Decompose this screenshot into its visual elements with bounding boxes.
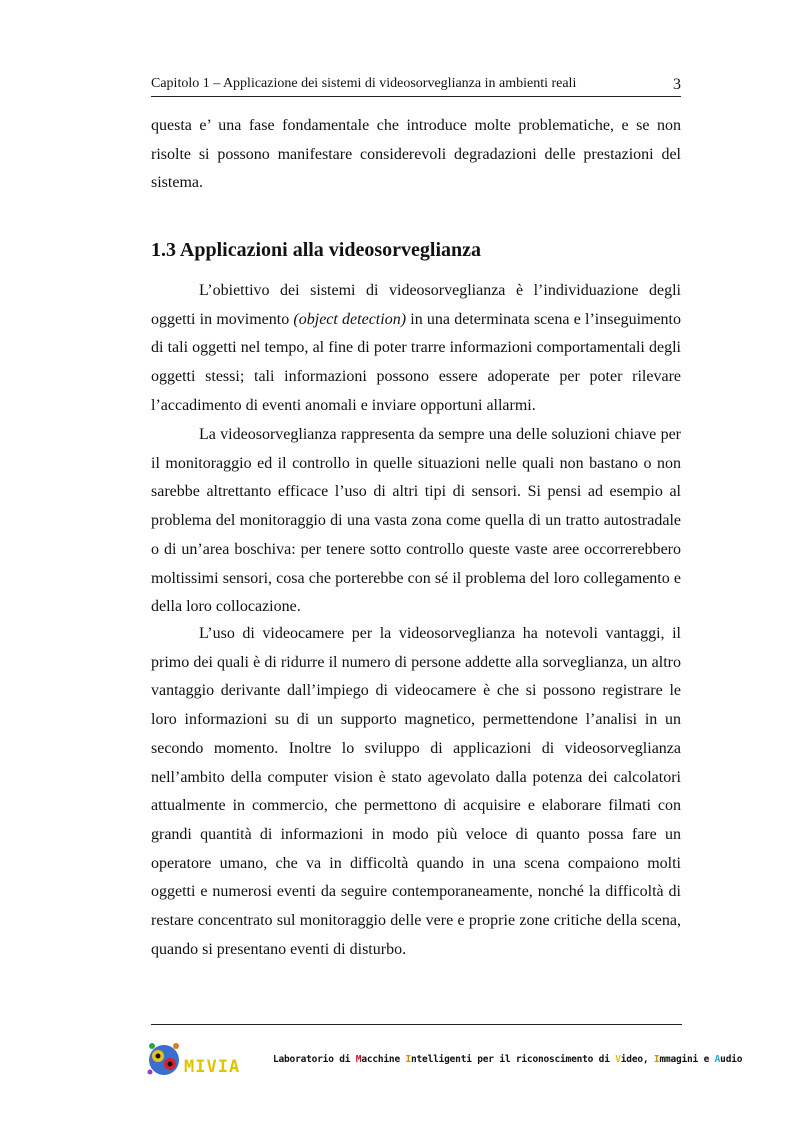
lab-text: ntelligenti per il riconoscimento di (411, 1054, 616, 1065)
lab-name (273, 1054, 742, 1065)
mivia-logo (144, 1038, 244, 1080)
page-number: 3 (673, 76, 681, 93)
continuation-paragraph: questa e’ una fase fondamentale che introduce molte problematiche, e se non risolte si possono manifestare considerevoli degradazioni delle prestazioni del sistema. (151, 117, 681, 192)
page-header (151, 76, 681, 97)
footer-divider (151, 1024, 682, 1025)
paragraph-text: in una determinata scena e l’inseguimento di tali oggetti nel tempo, al fine di poter trarre informazioni comportamentali degli oggetti stessi; tali informazioni possono essere adoperate per poter rilevare l’accadimento di eventi anomali e inviare opportuni allarmi. (151, 310, 682, 414)
lab-letter-im: I (653, 1054, 660, 1065)
logo-text: MIVIA (184, 1057, 241, 1077)
lab-letter-v: V (615, 1054, 621, 1065)
lab-letter-i: I (405, 1054, 412, 1065)
lab-text: acchine (361, 1054, 406, 1065)
paragraph-monitoring: La videosorveglianza rappresenta da sempre una delle soluzioni chiave per il monitoraggio ed il controllo in quelle situazioni nelle quali non bastano o non sarebbe altrettanto efficace l’uso di altri tipi di sensori. Si pensi ad esempio al problema del monitoraggio di una vasta zona come quella di un tratto autostradale o di un’area boschiva: per tenere sotto controllo queste vaste aree occorrerebbero moltissimi sensori, cosa che porterebbe con sé il problema del loro collegamento e della loro collocazione. (151, 426, 681, 616)
lab-text: ideo, (620, 1054, 654, 1065)
lab-text: udio (720, 1054, 743, 1065)
chapter-title: Capitolo 1 – Applicazione dei sistemi di videosorveglianza in ambienti reali (151, 76, 577, 91)
lab-letter-a: A (714, 1054, 721, 1065)
emphasis-object-detection: (object detection) (293, 310, 407, 328)
lab-text: mmagini e (659, 1054, 715, 1065)
paragraph-objective (151, 277, 681, 421)
paragraph-advantages: L’uso di videocamere per la videosorveglianza ha notevoli vantaggi, il primo dei quali è di ridurre il numero di persone addette alla sorveglianza, un altro vantaggio derivante dall’impiego di videocamere è che si possono registrare le loro informazioni su di un supporto magnetico, permettendone l’analisi in un secondo momento. Inoltre lo sviluppo di applicazioni di videosorveglianza nell’ambito della computer vision è stato agevolato dalla potenza dei calcolatori attualmente in commercio, che permettono di acquisire e elaborare filmati con grandi quantità di informazioni in modo più veloce di quanto possa fare un operatore umano, che va in difficoltà quando in una scena compaiono molti oggetti e numerosi eventi da seguire contemporaneamente, nonché la difficoltà di restare concentrato sul monitoraggio delle vere e proprie zone critiche della scena, quando si presentano eventi di disturbo. (151, 625, 681, 958)
lab-text: Laboratorio di (273, 1054, 356, 1065)
paragraph-text: L’obiettivo dei sistemi di videosorveglianza è l’individuazione degli oggetti in movimento (151, 282, 681, 328)
section-heading: 1.3 Applicazioni alla videosorveglianza (151, 239, 482, 261)
lab-letter-m: M (355, 1054, 362, 1065)
